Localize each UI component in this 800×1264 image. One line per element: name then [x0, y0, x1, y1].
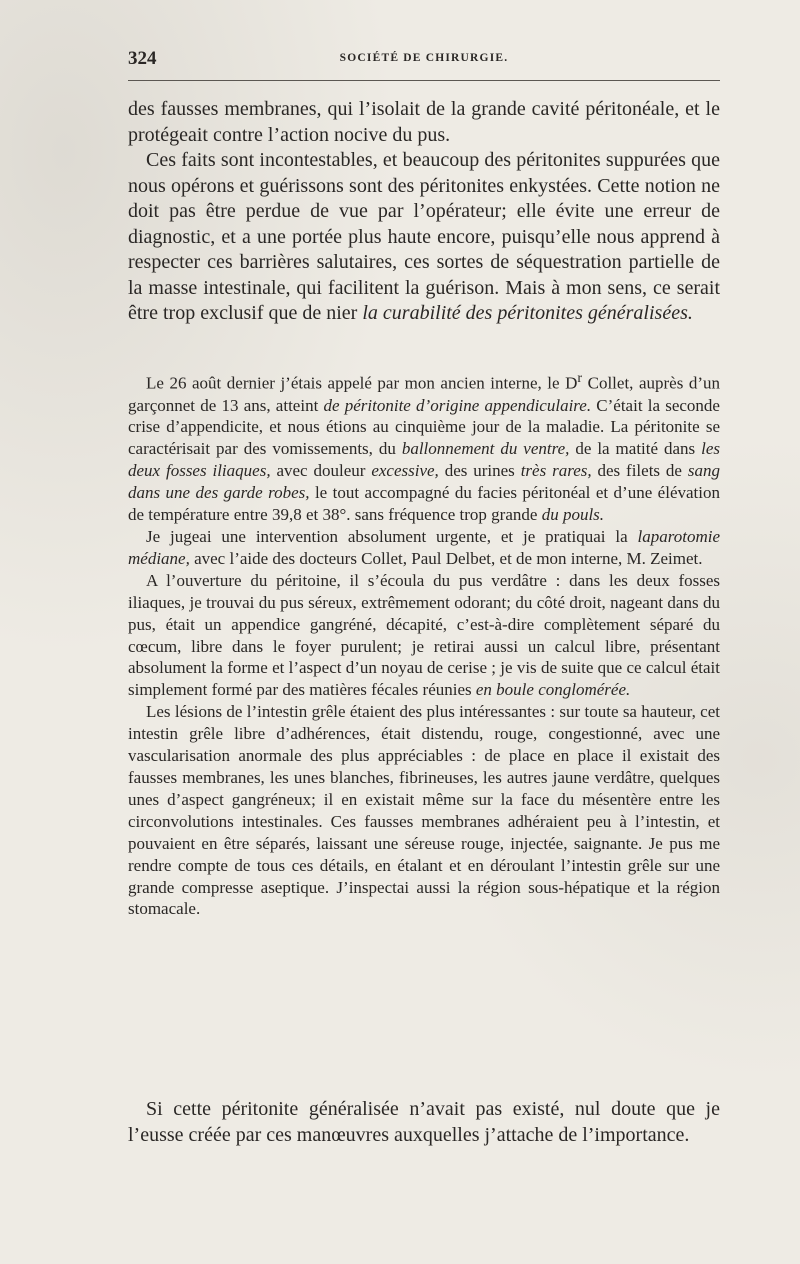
intro-text: [128, 97, 720, 327]
case-paragraph-1: Le 26 août dernier j’étais appelé par mon ancien interne, le $D^r$ Collet, auprès d’un garçonnet de 13 ans, atteint de péritonite d’origine appendiculaire. C’était la seconde crise d’appendicite, et nous étions au cinquième jour de la maladie. La péritonite se caractérisait par des vomissements, du ballonnement du ventre, de la matité dans les deux fosses iliaques, avec douleur excessive, des urines très rares, des filets de sang dans une des garde robes, le tout accompagné du facies péritonéal et d’une élévation de température entre 39,8 et 38°. sans fréquence trop grande du pouls.: [128, 370, 721, 525]
italic-emphasis: la curabilité des péritonites généralisées.: [362, 302, 693, 324]
case-paragraph-3: A l’ouverture du péritoine, il s’écoula du pus verdâtre : dans les deux fosses iliaques, je trouvai du pus séreux, extrêmement odorant; du côté droit, nageant dans du pus, était un appendice gangréné, décapité, c’est-à-dire complètement séparé du cœcum, libre dans le foyer purulent; je retirai aussi un calcul libre, présentant absolument la forme et l’aspect d’un noyau de cerise ; je vis de suite que ce calcul était simplement formé par des matières fécales réunies en boule conglomérée.: [128, 570, 720, 700]
paragraph-continued: des fausses membranes, qui l’isolait de la grande cavité péritonéale, et le protégeait contre l’action nocive du pus.: [128, 98, 720, 146]
running-title: SOCIÉTÉ DE CHIRURGIE.: [339, 52, 509, 64]
page-header: [128, 48, 720, 72]
case-paragraph-2: Je jugeai une intervention absolument urgente, et je pratiquai la laparotomie médiane, avec l’aide des docteurs Collet, Paul Delbet, et de mon interne, M. Zeimet.: [128, 527, 720, 568]
case-paragraph-4: Les lésions de l’intestin grêle étaient des plus intéressantes : sur toute sa hauteur, cet intestin grêle libre d’adhérences, était distendu, rouge, congestionné, avec une vascularisation anormale des plus appréciables : de place en place il existait des fausses membranes, les unes blanches, fibrineuses, les autres jaune verdâtre, quelques unes d’aspect gangréneux; il en existait même sur la face du mésentère entre les circonvolutions intestinales. Ces fausses membranes adhéraient peu à l’intestin, et pouvaient en être séparés, laissant une séreuse rouge, injectée, saignante. Je pus me rendre compte de tous ces détails, en étalant et en déroulant l’intestin grêle sur une grande compresse aseptique. J’inspectai aussi la région sous-hépatique et la région stomacale.: [128, 702, 720, 919]
paragraph-main: Ces faits sont incontestables, et beaucoup des péritonites suppurées que nous opérons et guérissons sont des péritonites enkystées. Cette notion ne doit pas être perdue de vue par l’opérateur; elle évite une erreur de diagnostic, et a une portée plus haute encore, puisqu’elle nous apprend à respecter ces barrières salutaires, ces sortes de séquestration partielle de la masse intestinale, qui facilitent la guérison. Mais à mon sens, ce serait être trop exclusif que de nier la curabilité des péritonites généralisées.: [128, 149, 720, 324]
case-report: [128, 368, 720, 920]
page-number: 324: [128, 48, 157, 69]
final-paragraph: Si cette péritonite généralisée n’avait pas existé, nul doute que je l’eusse créée par ces manœuvres auxquelles j’attache de l’importance.: [128, 1098, 720, 1146]
closing-text: [128, 1097, 720, 1148]
header-rule: [128, 80, 720, 81]
